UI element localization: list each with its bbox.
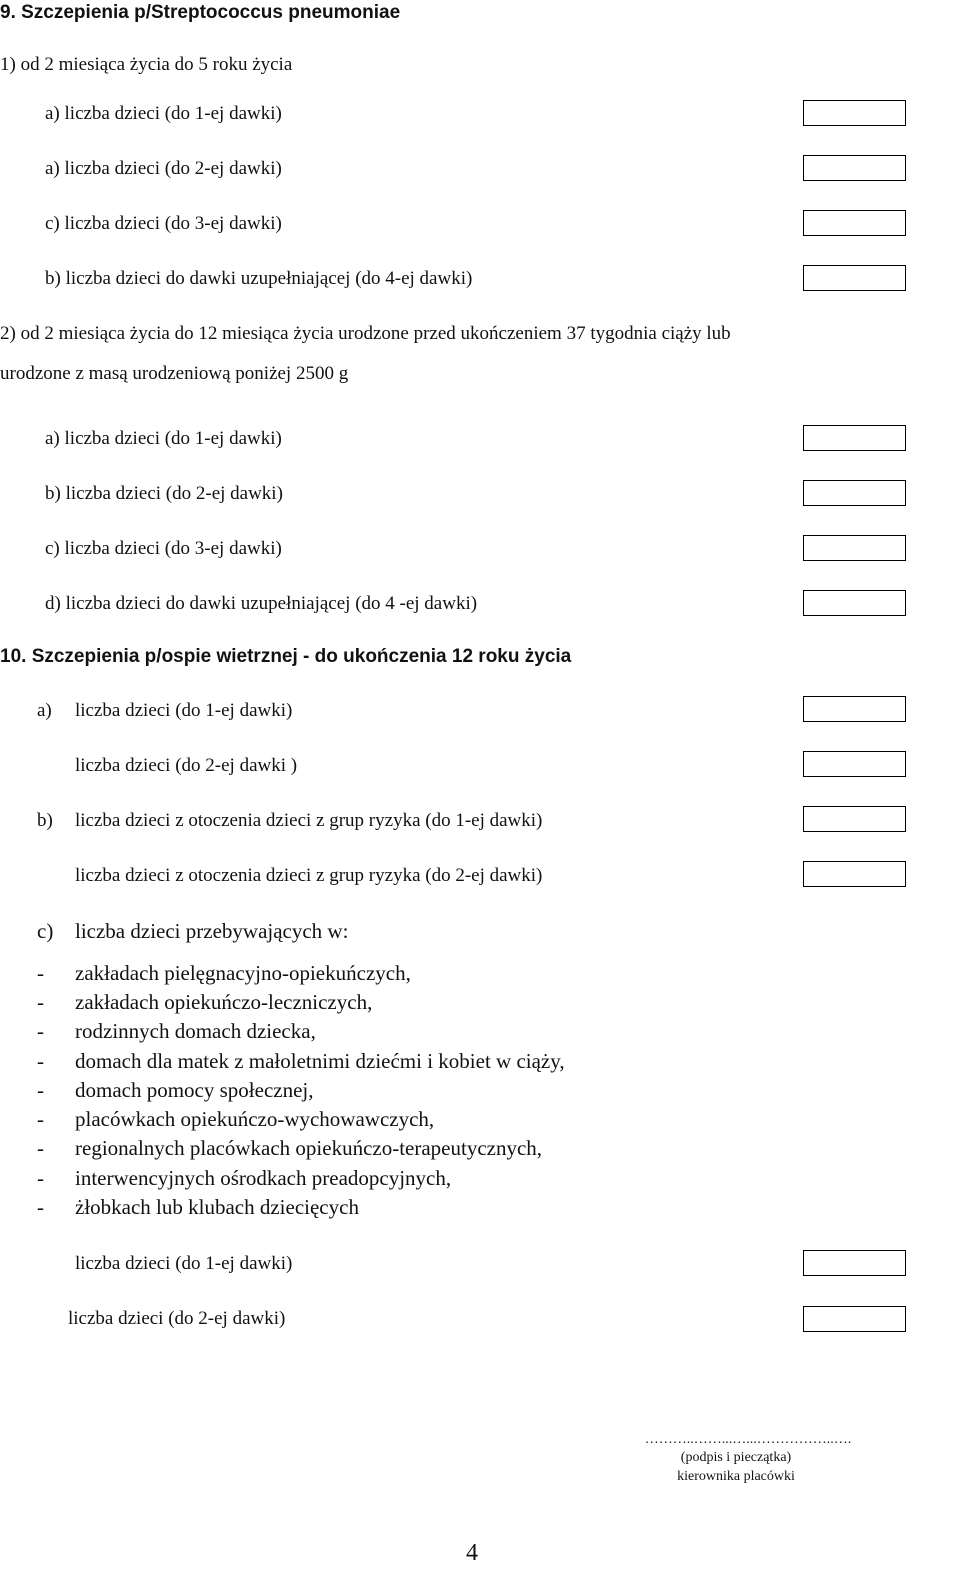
list-dash: - (37, 1078, 44, 1102)
section-9-part2-line2: urodzone z masą urodzeniową poniżej 2500 g (0, 363, 349, 384)
signature-dots: ………..……...…...……………..…. (644, 1432, 852, 1447)
list-dash: - (37, 1107, 44, 1131)
s10-a-input-2[interactable] (803, 751, 906, 777)
s9-p1-item-a: a) liczba dzieci (do 1-ej dawki) (45, 103, 282, 124)
s10-c-input-1[interactable] (803, 1250, 906, 1276)
list-dash: - (37, 1019, 44, 1043)
s10-c-text: liczba dzieci przebywających w: (75, 919, 349, 943)
list-item: zakładach pielęgnacyjno-opiekuńczych, (75, 961, 411, 985)
list-item: rodzinnych domach dziecka, (75, 1019, 316, 1043)
section-10-title: 10. Szczepienia p/ospie wietrznej - do ukończenia 12 roku życia (0, 646, 572, 667)
list-item: żłobkach lub klubach dziecięcych (75, 1195, 359, 1219)
s9-p2-input-1[interactable] (803, 425, 906, 451)
list-item: interwencyjnych ośrodkach preadopcyjnych, (75, 1166, 452, 1190)
list-dash: - (37, 1166, 44, 1190)
s9-p2-input-3[interactable] (803, 535, 906, 561)
s9-p1-input-4[interactable] (803, 265, 906, 291)
s10-a-item-1: liczba dzieci (do 1-ej dawki) (75, 700, 293, 721)
s10-a-input-1[interactable] (803, 696, 906, 722)
section-9-part1: 1) od 2 miesiąca życia do 5 roku życia (0, 54, 293, 75)
s9-p2-input-4[interactable] (803, 590, 906, 616)
s9-p1-item-b: a) liczba dzieci (do 2-ej dawki) (45, 158, 282, 179)
s9-p1-input-3[interactable] (803, 210, 906, 236)
s10-c-item-1: liczba dzieci (do 1-ej dawki) (75, 1253, 293, 1274)
list-dash: - (37, 961, 44, 985)
section-9-part2-line1: 2) od 2 miesiąca życia do 12 miesiąca życia urodzone przed ukończeniem 37 tygodnia ciąży lub (0, 323, 731, 344)
s10-b-input-2[interactable] (803, 861, 906, 887)
s9-p2-item-a: a) liczba dzieci (do 1-ej dawki) (45, 428, 282, 449)
s10-b-item-2: liczba dzieci z otoczenia dzieci z grup ryzyka (do 2-ej dawki) (75, 865, 543, 886)
s9-p2-item-d: d) liczba dzieci do dawki uzupełniającej (do 4 -ej dawki) (45, 593, 478, 614)
list-dash: - (37, 1136, 44, 1160)
s10-a-item-2: liczba dzieci (do 2-ej dawki ) (75, 755, 298, 776)
page-number: 4 (466, 1540, 478, 1566)
section-9-title: 9. Szczepienia p/Streptococcus pneumoniae (0, 2, 401, 23)
s9-p2-input-2[interactable] (803, 480, 906, 506)
list-item: placówkach opiekuńczo-wychowawczych, (75, 1107, 435, 1131)
signature-caption-2: kierownika placówki (677, 1469, 795, 1484)
s9-p2-item-c: c) liczba dzieci (do 3-ej dawki) (45, 538, 282, 559)
s10-b-item-1: liczba dzieci z otoczenia dzieci z grup ryzyka (do 1-ej dawki) (75, 810, 543, 831)
s10-b-input-1[interactable] (803, 806, 906, 832)
list-item: domach pomocy społecznej, (75, 1078, 314, 1102)
list-item: zakładach opiekuńczo-leczniczych, (75, 990, 373, 1014)
s10-a-label: a) (37, 700, 52, 721)
s10-b-label: b) (37, 810, 53, 831)
s10-c-item-2: liczba dzieci (do 2-ej dawki) (68, 1308, 286, 1329)
list-dash: - (37, 1049, 44, 1073)
s9-p1-item-d: b) liczba dzieci do dawki uzupełniającej (do 4-ej dawki) (45, 268, 473, 289)
list-dash: - (37, 990, 44, 1014)
s10-c-input-2[interactable] (803, 1306, 906, 1332)
s9-p2-item-b: b) liczba dzieci (do 2-ej dawki) (45, 483, 283, 504)
list-item: domach dla matek z małoletnimi dziećmi i kobiet w ciąży, (75, 1049, 565, 1073)
s9-p1-input-2[interactable] (803, 155, 906, 181)
list-dash: - (37, 1195, 44, 1219)
s9-p1-input-1[interactable] (803, 100, 906, 126)
list-item: regionalnych placówkach opiekuńczo-terapeutycznych, (75, 1136, 543, 1160)
s9-p1-item-c: c) liczba dzieci (do 3-ej dawki) (45, 213, 282, 234)
signature-caption-1: (podpis i pieczątka) (680, 1450, 792, 1465)
s10-c-label: c) (37, 919, 54, 943)
